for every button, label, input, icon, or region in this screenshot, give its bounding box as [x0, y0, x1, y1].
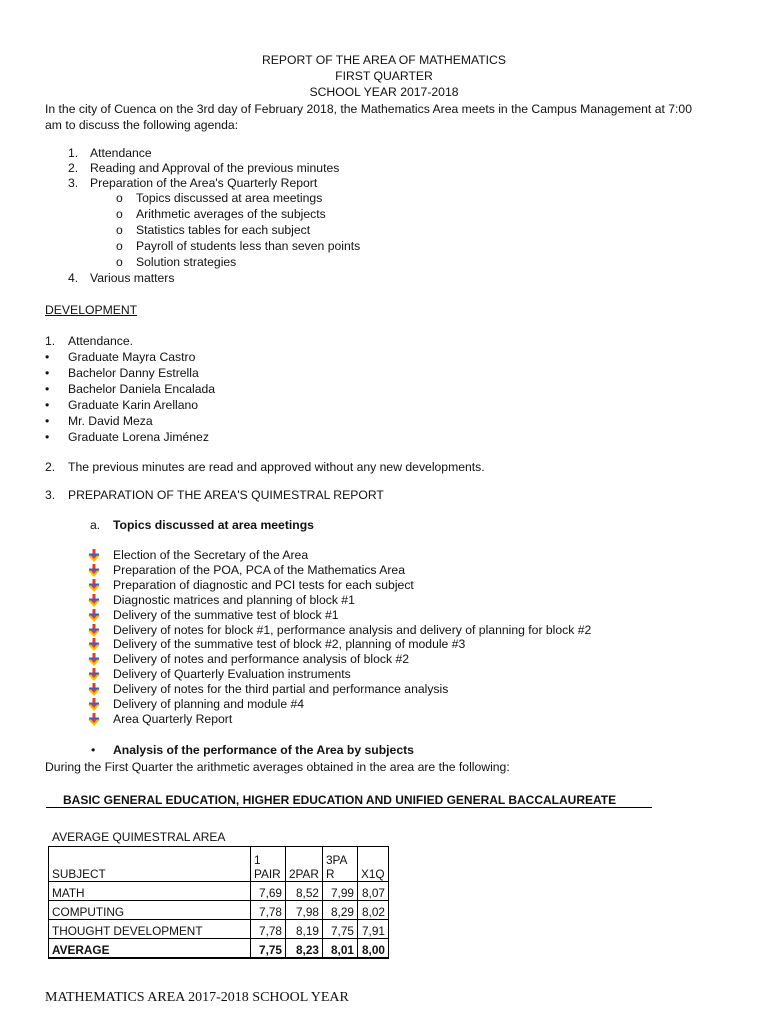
minutes-approved-text: The previous minutes are read and approved without any new developments. — [68, 460, 485, 474]
header-cell — [251, 847, 286, 882]
arrow-down-icon — [88, 549, 98, 562]
topic-item: Diagnostic matrices and planning of block #1 — [113, 592, 355, 607]
table-row — [49, 882, 389, 901]
table-cell: 8,01 — [322, 939, 357, 959]
table-cell: 7,91 — [357, 920, 388, 939]
agenda-subitem: Topics discussed at area meetings — [136, 191, 323, 205]
header-cell — [357, 847, 388, 882]
bullet-icon: • — [45, 430, 50, 444]
table-cell: 8,02 — [357, 901, 388, 920]
agenda-number: 3. — [68, 176, 79, 190]
arrow-down-icon — [88, 638, 98, 651]
page-footer: MATHEMATICS AREA 2017-2018 SCHOOL YEAR — [45, 990, 349, 1005]
development-heading: DEVELOPMENT — [45, 303, 138, 317]
table-row — [49, 901, 389, 920]
arrow-down-icon — [88, 653, 98, 666]
bullet-icon: • — [91, 743, 96, 757]
header-bottom-text: R — [325, 867, 335, 881]
table-cell: 8,00 — [357, 939, 388, 959]
table-cell: 7,75 — [322, 920, 357, 939]
topic-item: Area Quarterly Report — [113, 711, 233, 726]
topic-item: Delivery of the summative test of block #2, planning of module #3 — [113, 637, 466, 652]
report-subtitle-quarter: FIRST QUARTER — [335, 69, 433, 83]
attendee-name: Graduate Karin Arellano — [68, 398, 199, 412]
averages-intro: During the First Quarter the arithmetic averages obtained in the area are the following: — [45, 760, 510, 774]
attendee-name: Graduate Lorena Jiménez — [68, 430, 209, 444]
bullet-icon: • — [45, 350, 50, 364]
arrow-down-icon — [88, 564, 98, 577]
agenda-subitem-bullet: o — [116, 207, 123, 221]
header-bottom-text: X1Q — [360, 867, 385, 881]
section-title-underline — [46, 807, 652, 808]
education-section-title: BASIC GENERAL EDUCATION, HIGHER EDUCATION AND UNIFIED GENERAL BACCALAUREATE — [63, 793, 617, 807]
header-cell — [49, 847, 251, 882]
header-bottom-text: 2PAR — [289, 867, 319, 881]
table-cell: THOUGHT DEVELOPMENT — [49, 920, 251, 939]
agenda-item: Various matters — [90, 271, 175, 285]
table-cell: 8,52 — [286, 882, 323, 901]
table-header-row — [49, 847, 389, 882]
agenda-subitem: Statistics tables for each subject — [136, 223, 311, 237]
attendance-title: Attendance. — [68, 334, 134, 348]
agenda-subitem: Solution strategies — [136, 255, 237, 269]
topic-item: Delivery of notes and performance analysis of block #2 — [113, 652, 410, 667]
attendee-name: Bachelor Danny Estrella — [68, 366, 199, 380]
table-cell: 8,19 — [286, 920, 323, 939]
table-cell: 8,29 — [322, 901, 357, 920]
table-cell: AVERAGE — [49, 939, 251, 959]
report-subtitle-year: SCHOOL YEAR 2017-2018 — [309, 85, 459, 99]
sub-letter: a. — [90, 518, 101, 532]
preparation-heading: PREPARATION OF THE AREA'S QUIMESTRAL REPORT — [68, 488, 384, 502]
table-cell: 8,07 — [357, 882, 388, 901]
averages-table — [48, 846, 389, 959]
agenda-subitem: Payroll of students less than seven points — [136, 239, 361, 253]
arrow-down-icon — [88, 713, 98, 726]
topic-item: Preparation of the POA, PCA of the Mathematics Area — [113, 562, 405, 577]
section-number: 2. — [45, 460, 56, 474]
header-bottom-text: PAIR — [254, 867, 281, 881]
table-total-row — [49, 939, 389, 959]
analysis-heading: Analysis of the performance of the Area by subjects — [113, 743, 414, 757]
table-cell: COMPUTING — [49, 901, 251, 920]
table-cell: 8,23 — [286, 939, 323, 959]
table-cell: MATH — [49, 882, 251, 901]
agenda-number: 4. — [68, 271, 79, 285]
header-top-text: 3PA — [325, 853, 348, 867]
topics-heading: Topics discussed at area meetings — [113, 518, 314, 532]
header-top-text: 1 — [254, 853, 261, 867]
topic-item: Election of the Secretary of the Area — [113, 548, 309, 562]
intro-line-2: am to discuss the following agenda: — [45, 118, 239, 132]
bullet-icon: • — [45, 414, 50, 428]
topic-item: Delivery of Quarterly Evaluation instruments — [113, 667, 351, 682]
agenda-subitem-bullet: o — [116, 223, 123, 237]
table-cell: 7,75 — [251, 939, 286, 959]
arrow-down-icon — [88, 668, 98, 681]
attendee-name: Mr. David Meza — [68, 414, 153, 428]
header-cell — [286, 847, 323, 882]
report-title: REPORT OF THE AREA OF MATHEMATICS — [261, 53, 506, 67]
bullet-icon: • — [45, 398, 50, 412]
agenda-subitem-bullet: o — [116, 239, 123, 253]
arrow-down-icon — [88, 594, 98, 607]
agenda-number: 2. — [68, 161, 79, 175]
topic-item: Delivery of notes for the third partial and performance analysis — [113, 682, 449, 697]
table-cell: 7,78 — [251, 901, 286, 920]
table-cell: 7,69 — [251, 882, 286, 901]
agenda-item: Attendance — [90, 146, 152, 160]
arrow-down-icon — [88, 624, 98, 637]
attendee-name: Bachelor Daniela Encalada — [68, 382, 216, 396]
agenda-number: 1. — [68, 146, 79, 160]
arrow-down-icon — [88, 579, 98, 592]
topic-item: Preparation of diagnostic and PCI tests for each subject — [113, 577, 414, 592]
intro-line-1: In the city of Cuenca on the 3rd day of February 2018, the Mathematics Area meets in the Campus Management at 7:00 — [45, 102, 692, 116]
agenda-subitem-bullet: o — [116, 255, 123, 269]
agenda-item: Preparation of the Area's Quarterly Report — [90, 176, 318, 190]
table-row — [49, 920, 389, 939]
table-cell: 7,78 — [251, 920, 286, 939]
topic-item: Delivery of notes for block #1, performance analysis and delivery of planning for block #2 — [113, 622, 592, 637]
topic-item: Delivery of planning and module #4 — [113, 697, 305, 711]
arrow-down-icon — [88, 609, 98, 622]
section-number: 1. — [45, 334, 56, 348]
arrow-down-icon — [88, 698, 98, 711]
agenda-item: Reading and Approval of the previous minutes — [90, 161, 340, 175]
bullet-icon: • — [45, 366, 50, 380]
topic-item: Delivery of the summative test of block #1 — [113, 607, 339, 622]
agenda-subitem: Arithmetic averages of the subjects — [136, 207, 326, 221]
agenda-subitem-bullet: o — [116, 191, 123, 205]
table-cell: 7,98 — [286, 901, 323, 920]
table-caption: AVERAGE QUIMESTRAL AREA — [52, 830, 226, 844]
section-number: 3. — [45, 488, 56, 502]
header-subject: SUBJECT — [52, 867, 106, 881]
arrow-down-icon — [88, 683, 98, 696]
attendee-name: Graduate Mayra Castro — [68, 350, 196, 364]
bullet-icon: • — [45, 382, 50, 396]
header-cell — [322, 847, 357, 882]
table-cell: 7,99 — [322, 882, 357, 901]
